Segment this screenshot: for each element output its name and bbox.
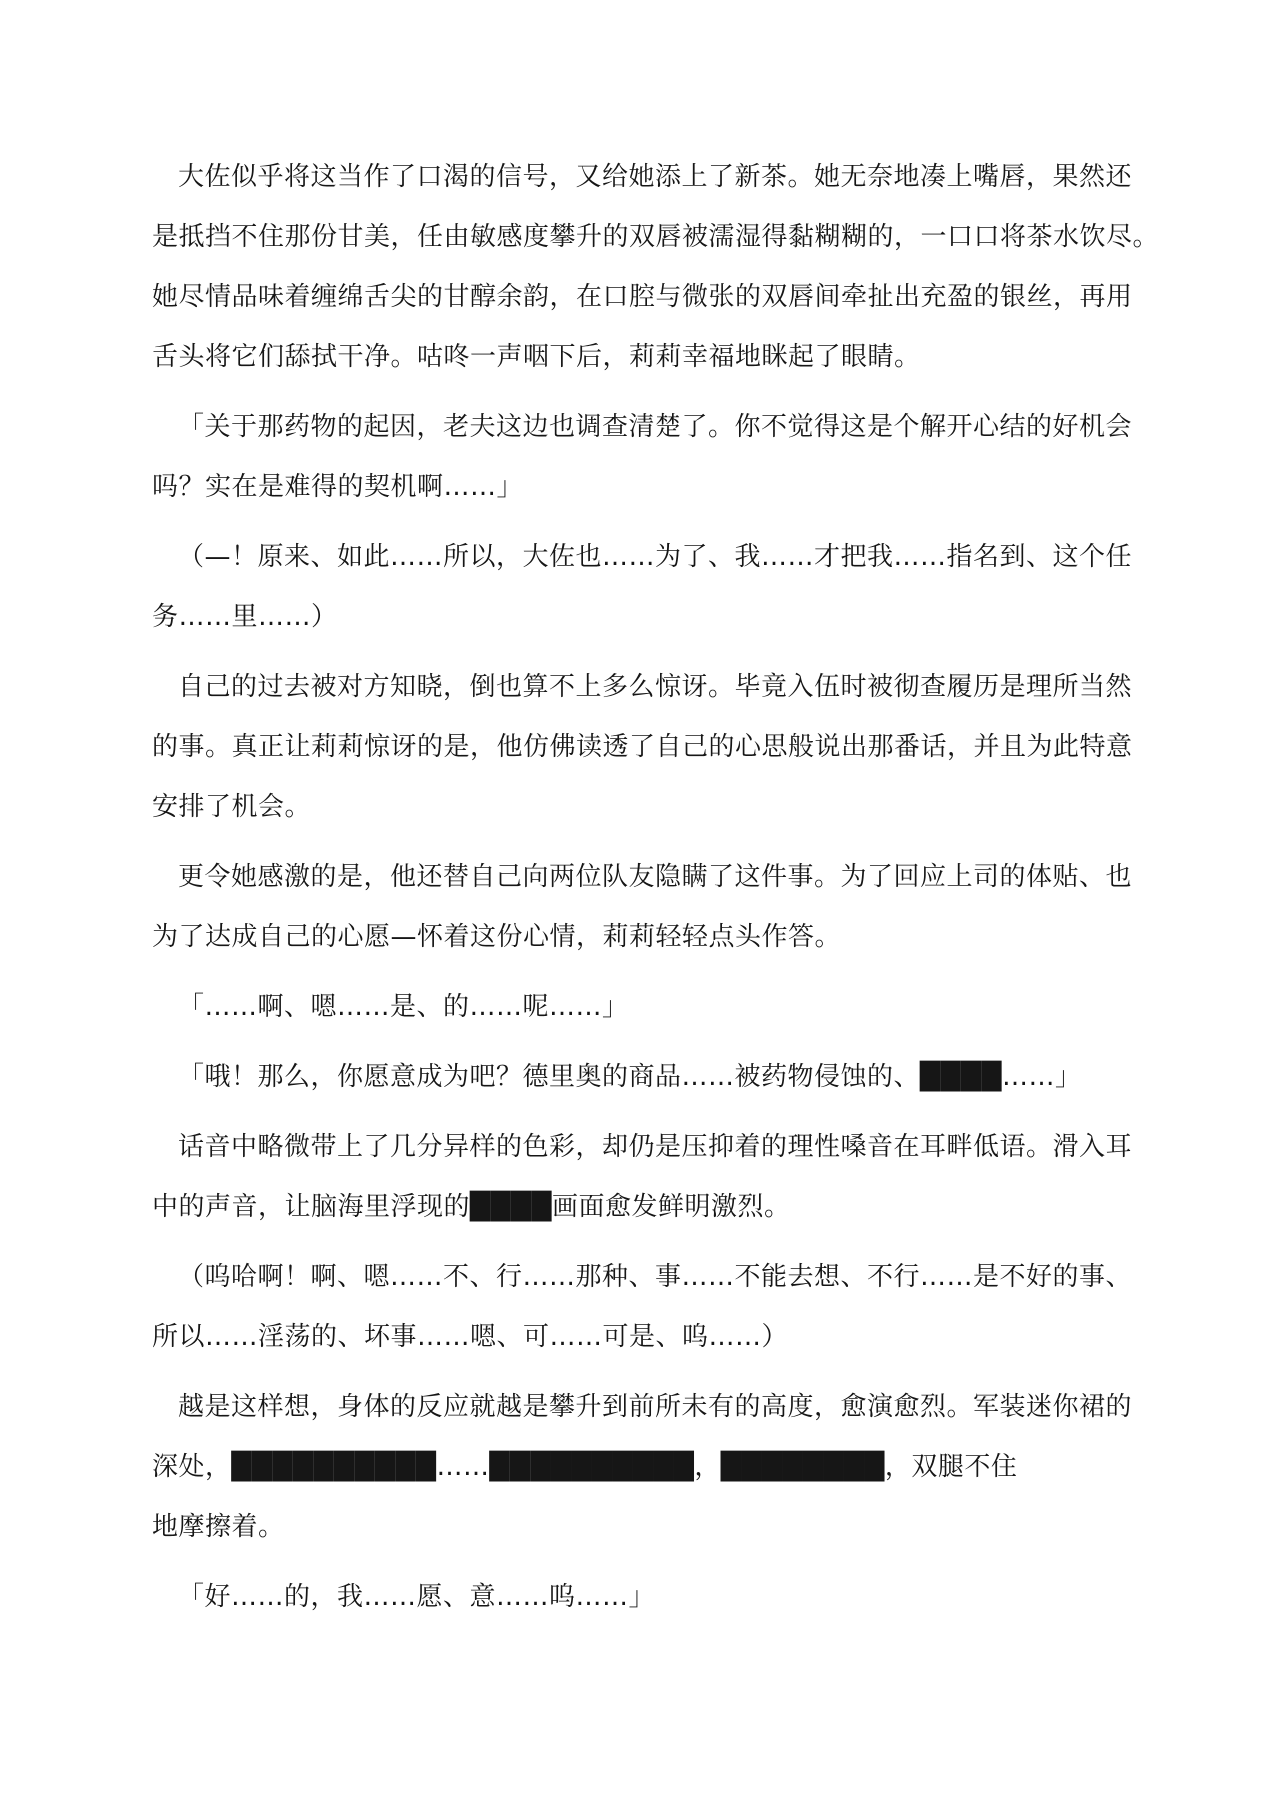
text-line: 中的声音，让脑海里浮现的████画面愈发鲜明激烈。 [152, 1192, 791, 1222]
text-line: 更令她感激的是，他还替自己向两位队友隐瞒了这件事。为了回应上司的体贴、也 [178, 862, 1133, 892]
text-line: 吗？实在是难得的契机啊……」 [152, 472, 524, 502]
paragraph [152, 1567, 1162, 1627]
paragraph [152, 147, 1162, 387]
paragraph [152, 1117, 1162, 1237]
paragraph [152, 527, 1162, 647]
text-line: 她尽情品味着缠绵舌尖的甘醇余韵，在口腔与微张的双唇间牵扯出充盈的银丝，再用 [152, 282, 1133, 312]
text-line: 自己的过去被对方知晓，倒也算不上多么惊讶。毕竟入伍时被彻查履历是理所当然 [178, 672, 1133, 702]
text-line: （—！原来、如此……所以，大佐也……为了、我……才把我……指名到、这个任 [178, 542, 1133, 572]
text-line: 安排了机会。 [152, 792, 312, 822]
text-line: 越是这样想，身体的反应就越是攀升到前所未有的高度，愈演愈烈。军装迷你裙的 [178, 1392, 1133, 1422]
text-line: 务……里……） [152, 602, 338, 632]
text-line: （呜哈啊！啊、嗯……不、行……那种、事……不能去想、不行……是不好的事、 [178, 1262, 1133, 1292]
text-line: 「关于那药物的起因，老夫这边也调查清楚了。你不觉得这是个解开心结的好机会 [178, 412, 1133, 442]
paragraph [152, 977, 1162, 1037]
paragraph [152, 1247, 1162, 1367]
text-line: 地摩擦着。 [152, 1512, 285, 1542]
paragraph [152, 1377, 1162, 1557]
text-line: 大佐似乎将这当作了口渴的信号，又给她添上了新茶。她无奈地凑上嘴唇，果然还 [178, 162, 1133, 192]
text-line: 为了达成自己的心愿—怀着这份心情，莉莉轻轻点头作答。 [152, 922, 842, 952]
text-line: 话音中略微带上了几分异样的色彩，却仍是压抑着的理性嗓音在耳畔低语。滑入耳 [178, 1132, 1133, 1162]
text-line: 深处，██████████……██████████，████████，双腿不住 [152, 1452, 1018, 1482]
text-line: 是抵挡不住那份甘美，任由敏感度攀升的双唇被濡湿得黏糊糊的，一口口将茶水饮尽。 [152, 222, 1160, 252]
paragraph [152, 847, 1162, 967]
text-line: 「好……的，我……愿、意……呜……」 [178, 1582, 656, 1612]
text-line: 「……啊、嗯……是、的……呢……」 [178, 992, 629, 1022]
text-line: 「哦！那么，你愿意成为吧？德里奥的商品……被药物侵蚀的、████……」 [178, 1062, 1082, 1092]
text-line: 舌头将它们舔拭干净。咕咚一声咽下后，莉莉幸福地眯起了眼睛。 [152, 342, 921, 372]
text-line: 的事。真正让莉莉惊讶的是，他仿佛读透了自己的心思般说出那番话，并且为此特意 [152, 732, 1133, 762]
text-line: 所以……淫荡的、坏事……嗯、可……可是、呜……） [152, 1322, 789, 1352]
paragraph [152, 1047, 1162, 1107]
paragraph [152, 657, 1162, 837]
paragraph [152, 397, 1162, 517]
text-content [152, 147, 1162, 1627]
